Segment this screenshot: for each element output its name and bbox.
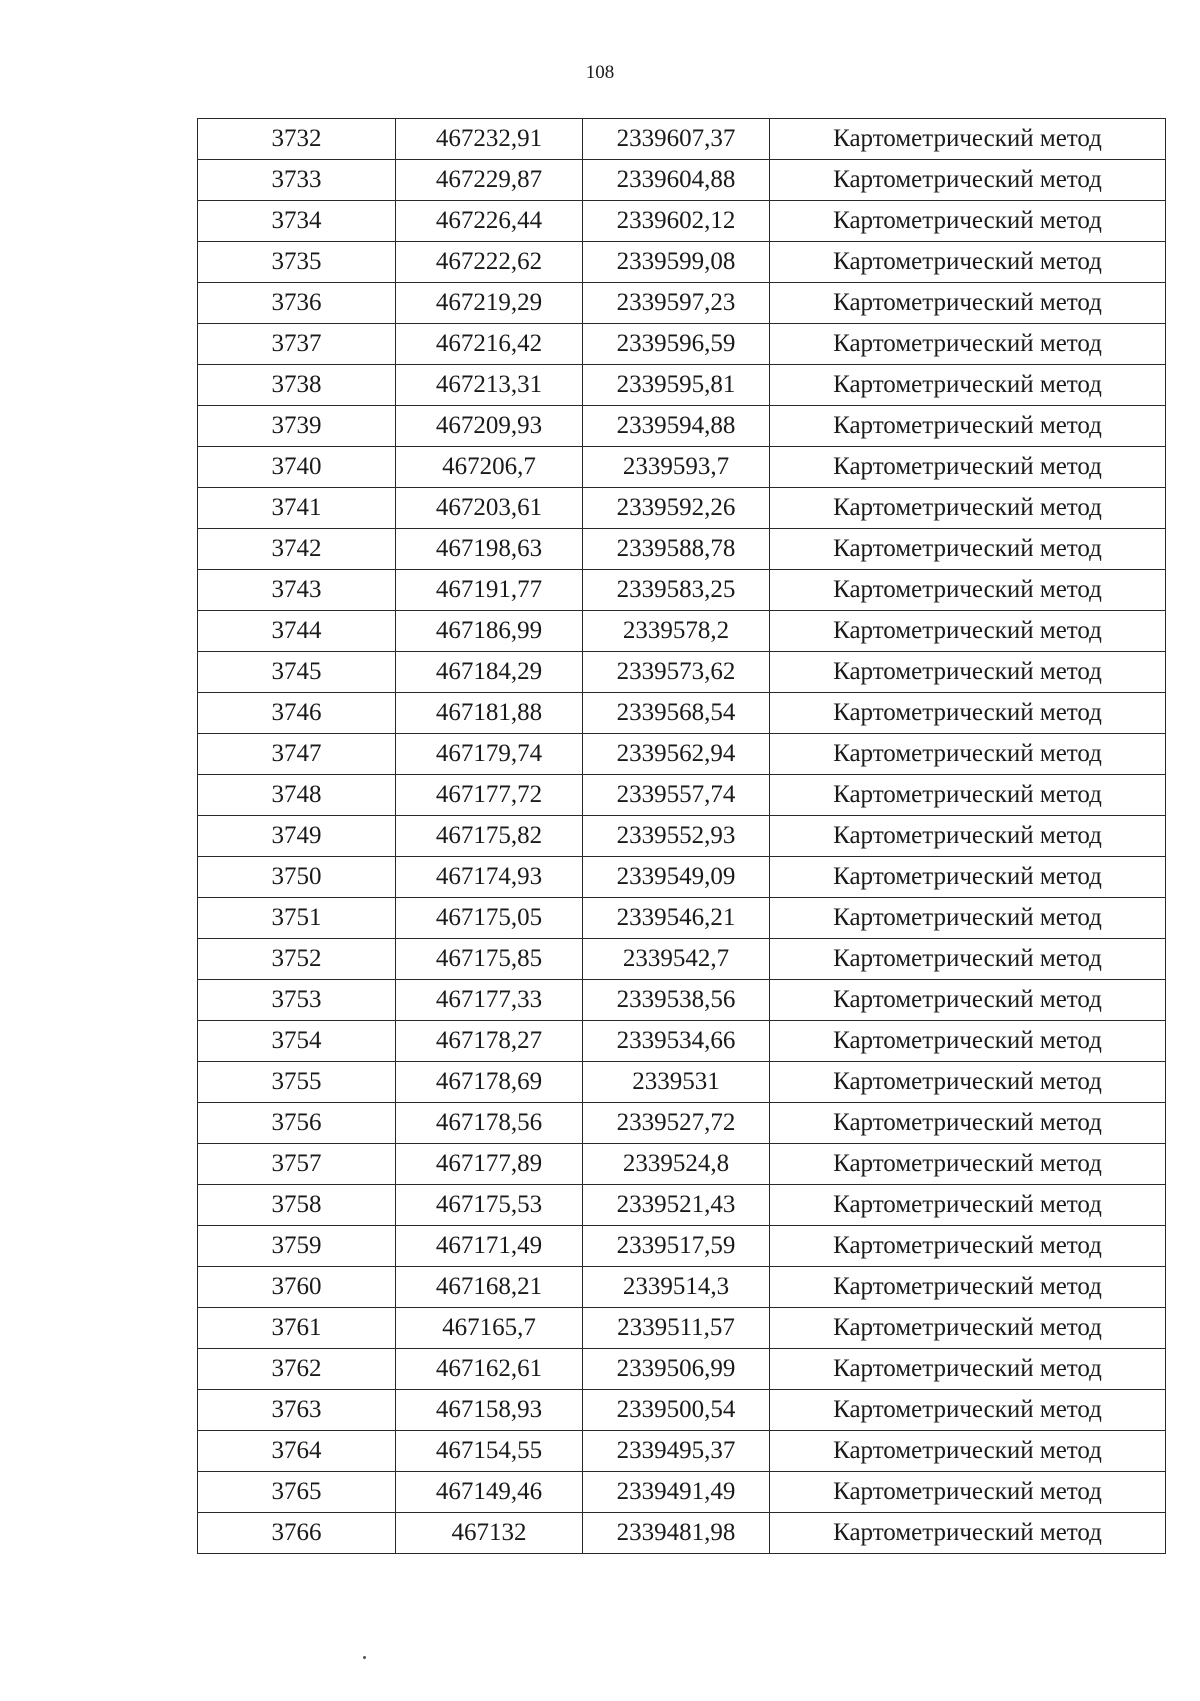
table-row (198, 693, 1166, 734)
point-number-cell: 3753 (198, 980, 396, 1021)
scan-speck (363, 1656, 366, 1659)
method-cell: Картометрический метод (770, 1062, 1166, 1103)
point-number-cell: 3744 (198, 611, 396, 652)
x-coordinate-cell: 467216,42 (396, 324, 583, 365)
x-coordinate-cell: 467181,88 (396, 693, 583, 734)
point-number-cell: 3752 (198, 939, 396, 980)
x-coordinate-cell: 467213,31 (396, 365, 583, 406)
point-number-cell: 3732 (198, 119, 396, 160)
table-row (198, 1267, 1166, 1308)
table-row (198, 1062, 1166, 1103)
y-coordinate-cell: 2339534,66 (583, 1021, 770, 1062)
point-number-cell: 3741 (198, 488, 396, 529)
table-row (198, 652, 1166, 693)
y-coordinate-cell: 2339568,54 (583, 693, 770, 734)
point-number-cell: 3763 (198, 1390, 396, 1431)
y-coordinate-cell: 2339595,81 (583, 365, 770, 406)
coordinates-table (197, 118, 1166, 1554)
y-coordinate-cell: 2339588,78 (583, 529, 770, 570)
method-cell: Картометрический метод (770, 1513, 1166, 1554)
point-number-cell: 3759 (198, 1226, 396, 1267)
y-coordinate-cell: 2339599,08 (583, 242, 770, 283)
method-cell: Картометрический метод (770, 775, 1166, 816)
method-cell: Картометрический метод (770, 1267, 1166, 1308)
y-coordinate-cell: 2339602,12 (583, 201, 770, 242)
method-cell: Картометрический метод (770, 570, 1166, 611)
page-number: 108 (585, 62, 615, 83)
table-row (198, 1308, 1166, 1349)
x-coordinate-cell: 467232,91 (396, 119, 583, 160)
x-coordinate-cell: 467219,29 (396, 283, 583, 324)
point-number-cell: 3747 (198, 734, 396, 775)
method-cell: Картометрический метод (770, 939, 1166, 980)
x-coordinate-cell: 467206,7 (396, 447, 583, 488)
y-coordinate-cell: 2339542,7 (583, 939, 770, 980)
y-coordinate-cell: 2339593,7 (583, 447, 770, 488)
point-number-cell: 3756 (198, 1103, 396, 1144)
y-coordinate-cell: 2339500,54 (583, 1390, 770, 1431)
x-coordinate-cell: 467175,05 (396, 898, 583, 939)
method-cell: Картометрический метод (770, 1431, 1166, 1472)
point-number-cell: 3737 (198, 324, 396, 365)
point-number-cell: 3749 (198, 816, 396, 857)
x-coordinate-cell: 467184,29 (396, 652, 583, 693)
x-coordinate-cell: 467154,55 (396, 1431, 583, 1472)
method-cell: Картометрический метод (770, 857, 1166, 898)
table-row (198, 1472, 1166, 1513)
point-number-cell: 3764 (198, 1431, 396, 1472)
x-coordinate-cell: 467178,69 (396, 1062, 583, 1103)
method-cell: Картометрический метод (770, 1103, 1166, 1144)
method-cell: Картометрический метод (770, 980, 1166, 1021)
x-coordinate-cell: 467175,85 (396, 939, 583, 980)
table-row (198, 857, 1166, 898)
point-number-cell: 3734 (198, 201, 396, 242)
table-row (198, 324, 1166, 365)
table-row (198, 406, 1166, 447)
point-number-cell: 3739 (198, 406, 396, 447)
y-coordinate-cell: 2339546,21 (583, 898, 770, 939)
y-coordinate-cell: 2339481,98 (583, 1513, 770, 1554)
method-cell: Картометрический метод (770, 406, 1166, 447)
x-coordinate-cell: 467165,7 (396, 1308, 583, 1349)
point-number-cell: 3755 (198, 1062, 396, 1103)
table-row (198, 488, 1166, 529)
table-row (198, 898, 1166, 939)
y-coordinate-cell: 2339592,26 (583, 488, 770, 529)
table-row (198, 201, 1166, 242)
y-coordinate-cell: 2339531 (583, 1062, 770, 1103)
point-number-cell: 3765 (198, 1472, 396, 1513)
point-number-cell: 3738 (198, 365, 396, 406)
x-coordinate-cell: 467171,49 (396, 1226, 583, 1267)
x-coordinate-cell: 467174,93 (396, 857, 583, 898)
table-row (198, 119, 1166, 160)
table-row (198, 1144, 1166, 1185)
method-cell: Картометрический метод (770, 1144, 1166, 1185)
point-number-cell: 3740 (198, 447, 396, 488)
method-cell: Картометрический метод (770, 119, 1166, 160)
y-coordinate-cell: 2339583,25 (583, 570, 770, 611)
table-row (198, 529, 1166, 570)
x-coordinate-cell: 467177,72 (396, 775, 583, 816)
x-coordinate-cell: 467177,89 (396, 1144, 583, 1185)
table-row (198, 939, 1166, 980)
method-cell: Картометрический метод (770, 1185, 1166, 1226)
y-coordinate-cell: 2339607,37 (583, 119, 770, 160)
point-number-cell: 3736 (198, 283, 396, 324)
x-coordinate-cell: 467149,46 (396, 1472, 583, 1513)
point-number-cell: 3761 (198, 1308, 396, 1349)
x-coordinate-cell: 467186,99 (396, 611, 583, 652)
method-cell: Картометрический метод (770, 201, 1166, 242)
method-cell: Картометрический метод (770, 898, 1166, 939)
x-coordinate-cell: 467229,87 (396, 160, 583, 201)
method-cell: Картометрический метод (770, 160, 1166, 201)
y-coordinate-cell: 2339495,37 (583, 1431, 770, 1472)
method-cell: Картометрический метод (770, 693, 1166, 734)
table-row (198, 570, 1166, 611)
point-number-cell: 3762 (198, 1349, 396, 1390)
y-coordinate-cell: 2339521,43 (583, 1185, 770, 1226)
point-number-cell: 3743 (198, 570, 396, 611)
coordinates-table-body (198, 119, 1166, 1554)
point-number-cell: 3758 (198, 1185, 396, 1226)
x-coordinate-cell: 467191,77 (396, 570, 583, 611)
method-cell: Картометрический метод (770, 734, 1166, 775)
point-number-cell: 3746 (198, 693, 396, 734)
point-number-cell: 3757 (198, 1144, 396, 1185)
y-coordinate-cell: 2339511,57 (583, 1308, 770, 1349)
method-cell: Картометрический метод (770, 611, 1166, 652)
table-row (198, 1021, 1166, 1062)
y-coordinate-cell: 2339557,74 (583, 775, 770, 816)
x-coordinate-cell: 467162,61 (396, 1349, 583, 1390)
y-coordinate-cell: 2339527,72 (583, 1103, 770, 1144)
point-number-cell: 3751 (198, 898, 396, 939)
y-coordinate-cell: 2339562,94 (583, 734, 770, 775)
table-row (198, 775, 1166, 816)
table-row (198, 1431, 1166, 1472)
y-coordinate-cell: 2339578,2 (583, 611, 770, 652)
y-coordinate-cell: 2339594,88 (583, 406, 770, 447)
x-coordinate-cell: 467178,56 (396, 1103, 583, 1144)
x-coordinate-cell: 467203,61 (396, 488, 583, 529)
y-coordinate-cell: 2339506,99 (583, 1349, 770, 1390)
method-cell: Картометрический метод (770, 447, 1166, 488)
x-coordinate-cell: 467168,21 (396, 1267, 583, 1308)
method-cell: Картометрический метод (770, 1308, 1166, 1349)
x-coordinate-cell: 467198,63 (396, 529, 583, 570)
y-coordinate-cell: 2339597,23 (583, 283, 770, 324)
table-row (198, 1390, 1166, 1431)
x-coordinate-cell: 467209,93 (396, 406, 583, 447)
point-number-cell: 3742 (198, 529, 396, 570)
table-row (198, 447, 1166, 488)
point-number-cell: 3745 (198, 652, 396, 693)
table-row (198, 365, 1166, 406)
table-row (198, 1349, 1166, 1390)
method-cell: Картометрический метод (770, 652, 1166, 693)
point-number-cell: 3748 (198, 775, 396, 816)
table-row (198, 980, 1166, 1021)
method-cell: Картометрический метод (770, 1390, 1166, 1431)
table-row (198, 242, 1166, 283)
x-coordinate-cell: 467222,62 (396, 242, 583, 283)
method-cell: Картометрический метод (770, 324, 1166, 365)
method-cell: Картометрический метод (770, 1021, 1166, 1062)
table-row (198, 1513, 1166, 1554)
table-row (198, 283, 1166, 324)
y-coordinate-cell: 2339491,49 (583, 1472, 770, 1513)
x-coordinate-cell: 467177,33 (396, 980, 583, 1021)
x-coordinate-cell: 467178,27 (396, 1021, 583, 1062)
x-coordinate-cell: 467175,82 (396, 816, 583, 857)
method-cell: Картометрический метод (770, 816, 1166, 857)
method-cell: Картометрический метод (770, 529, 1166, 570)
x-coordinate-cell: 467179,74 (396, 734, 583, 775)
table-row (198, 611, 1166, 652)
y-coordinate-cell: 2339524,8 (583, 1144, 770, 1185)
method-cell: Картометрический метод (770, 283, 1166, 324)
y-coordinate-cell: 2339552,93 (583, 816, 770, 857)
table-row (198, 734, 1166, 775)
point-number-cell: 3760 (198, 1267, 396, 1308)
point-number-cell: 3735 (198, 242, 396, 283)
method-cell: Картометрический метод (770, 1472, 1166, 1513)
x-coordinate-cell: 467226,44 (396, 201, 583, 242)
table-row (198, 816, 1166, 857)
y-coordinate-cell: 2339514,3 (583, 1267, 770, 1308)
table-row (198, 1226, 1166, 1267)
point-number-cell: 3750 (198, 857, 396, 898)
y-coordinate-cell: 2339517,59 (583, 1226, 770, 1267)
point-number-cell: 3754 (198, 1021, 396, 1062)
method-cell: Картометрический метод (770, 365, 1166, 406)
table-row (198, 160, 1166, 201)
method-cell: Картометрический метод (770, 1349, 1166, 1390)
table-row (198, 1103, 1166, 1144)
method-cell: Картометрический метод (770, 1226, 1166, 1267)
x-coordinate-cell: 467132 (396, 1513, 583, 1554)
y-coordinate-cell: 2339538,56 (583, 980, 770, 1021)
y-coordinate-cell: 2339549,09 (583, 857, 770, 898)
method-cell: Картометрический метод (770, 488, 1166, 529)
x-coordinate-cell: 467158,93 (396, 1390, 583, 1431)
method-cell: Картометрический метод (770, 242, 1166, 283)
point-number-cell: 3766 (198, 1513, 396, 1554)
x-coordinate-cell: 467175,53 (396, 1185, 583, 1226)
y-coordinate-cell: 2339596,59 (583, 324, 770, 365)
y-coordinate-cell: 2339573,62 (583, 652, 770, 693)
point-number-cell: 3733 (198, 160, 396, 201)
table-row (198, 1185, 1166, 1226)
y-coordinate-cell: 2339604,88 (583, 160, 770, 201)
